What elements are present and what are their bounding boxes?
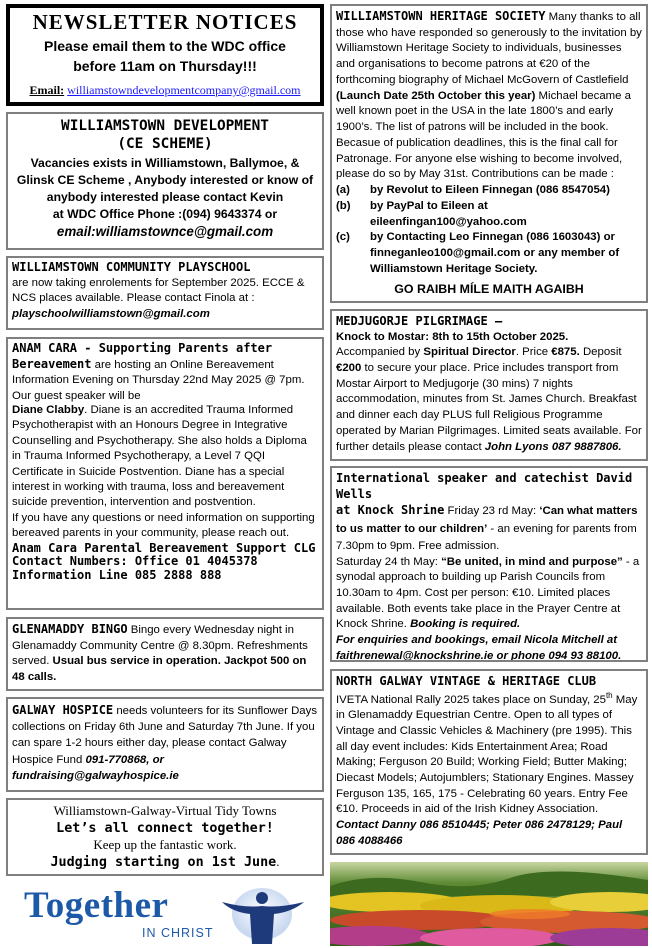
medjugorje-box <box>330 309 648 461</box>
ce-scheme-box <box>6 112 324 250</box>
playschool-title: WILLIAMSTOWN COMMUNITY PLAYSCHOOL <box>12 260 251 274</box>
heritage-body1: Many thanks to all those who have responded so generously to the invitation by Williamstown Heritage Society to individuals, businesses and organisations to become patrons at €20 of the forthcoming biography of Michael McGovern of Castlefield <box>336 11 642 86</box>
knock-body1: Friday 23 rd May: <box>444 505 540 518</box>
together-in-christ-logo <box>22 886 322 946</box>
knock-body4: - a synodal approach to building up Parish Councils from 10.30am to 4pm. Cost per person: €10. Limited places available. Both events take place in the Prayer Centre at Knock Shrine. <box>336 555 640 631</box>
ce-line4: at WDC Office Phone :(094) 9643374 or <box>52 207 278 222</box>
tidy-line3: Keep up the fantastic work. <box>93 837 237 853</box>
knock-quote1: ‘Can what matters to us matter to our children’ <box>336 505 638 535</box>
ce-line1: Vacancies exists in Williamstown, Ballymoe, & <box>30 156 300 170</box>
heritage-title: WILLIAMSTOWN HERITAGE SOCIETY <box>336 9 546 23</box>
knock-body3: Saturday 24 th May: <box>336 555 442 568</box>
bingo-box <box>6 617 324 691</box>
heritage-payment-list <box>336 183 642 277</box>
list-item: (b) by PayPal to Eileen at eileenfingan100@yahoo.com <box>336 199 527 228</box>
bingo-bold: Usual bus service in operation. Jackpot 500 on 48 calls. <box>12 655 307 683</box>
knock-quote2: “Be united, in mind and purpose” <box>441 555 623 568</box>
vintage-sup: th <box>605 690 613 700</box>
medjugorje-deposit: €200 <box>336 362 362 375</box>
newsletter-notices-box <box>6 4 324 106</box>
newsletter-line1: Please email them to the WDC office <box>44 38 286 55</box>
vintage-contact: Contact Danny 086 8510445; Peter 086 2478129; Paul 086 4088466 <box>336 819 623 847</box>
flower-garden-photo <box>330 862 648 946</box>
heritage-body2: Michael became a well known poet in the USA in the late 1800’s and early 1900’s. The list of patrons will be included in the book. Becasue of publication deadlines, this is the final call for Patronage. For anyone else wishing to become involved, please do so by May 31st. Contributions can be made : <box>336 89 631 181</box>
tidy-line2: Let’s all connect together! <box>56 820 274 836</box>
tidy-line4: Judging starting on 1st June <box>50 855 277 871</box>
anam-cara-body2: . Diane is an accredited Trauma Informed Psychotherapist with an Honours Degree in Integrative Counselling and Psychotherapy. She also holds a Diploma in Trauma Informed Psychotherapy, a Level 7 QQI Certificate in Suicide Postvention. Diane has a special interest in working with trauma, loss and bereavement suicide prevention, intervention and postvention. <box>12 404 307 509</box>
medjugorje-body3: Deposit <box>579 346 622 359</box>
knock-body2: - an evening for parents from 7.30pm to 9pm. Free admission. <box>336 522 637 553</box>
flower-garden-image <box>330 862 648 946</box>
vintage-title: NORTH GALWAY VINTAGE & HERITAGE CLUB <box>336 674 597 688</box>
knock-booking: Booking is required. <box>410 618 521 631</box>
anam-cara-contact3: Information Line 085 2888 888 <box>12 568 222 583</box>
ce-line3: anybody interested please contact Kevin <box>46 190 284 205</box>
heritage-launch: (Launch Date 25th October this year) <box>336 89 536 102</box>
ce-subtitle: (CE SCHEME) <box>117 136 213 152</box>
hospice-title: GALWAY HOSPICE <box>12 703 114 717</box>
list-item: (c) by Contacting Leo Finnegan (086 1603043) or finneganleo100@gmail.com or any member of Williamstown Heritage Society. <box>336 231 620 275</box>
playschool-email: playschoolwilliamstown@gmail.com <box>12 307 210 320</box>
anam-cara-title2: Bereavement <box>12 356 92 371</box>
newsletter-title: NEWSLETTER NOTICES <box>32 10 298 34</box>
anam-cara-contact2: Contact Numbers: Office 01 4045378 <box>12 554 258 569</box>
newsletter-line2: before 11am on Thursday!!! <box>73 58 257 75</box>
hospice-contact: 091-770868, or fundraising@galwayhospice.ie <box>12 753 179 782</box>
knock-title2: at Knock Shrine <box>336 503 445 518</box>
tidy-line1: Williamstown-Galway-Virtual Tidy Towns <box>53 803 277 818</box>
ce-line2: Glinsk CE Scheme , Anybody interested or know of <box>16 173 314 188</box>
email-label: Email: <box>29 82 65 97</box>
bingo-title: GLENAMADDY BINGO <box>12 622 128 636</box>
together-word: Together <box>24 885 169 926</box>
knock-title: International speaker and catechist David Wells <box>336 471 633 502</box>
ce-email: email:williamstownce@gmail.com <box>56 224 274 240</box>
medjugorje-director: Spiritual Director <box>423 346 516 359</box>
vintage-club-box <box>330 669 648 855</box>
anam-cara-box <box>6 337 324 610</box>
list-item: (a) by Revolut to Eileen Finnegan (086 8547054) <box>336 184 610 197</box>
playschool-box <box>6 256 324 330</box>
medjugorje-body2: . Price <box>515 346 552 359</box>
medjugorje-dates: Knock to Mostar: 8th to 15th October 2025. <box>336 330 569 343</box>
anam-cara-title: ANAM CARA - Supporting Parents after <box>12 341 273 355</box>
medjugorje-contact: John Lyons 087 9887806. <box>484 440 622 453</box>
medjugorje-body1: Accompanied by <box>336 346 424 359</box>
vintage-body2: May in Glenamaddy Equestrian Centre. Open to all types of Vintage and Classic Vehicles & Machinery (pre 1995). This all day event includes: Kids Entertainment Area; Road Making; Ferguson 20 Build; Working Field; Butter Making; Diecast Models; Autojumblers; Stationary Engines. Massey Ferguson 135, 165, 175 - Celebrating 60 years. Entry Fee €10. Proceeds in aid of the Irish Kidney Association. <box>336 693 638 816</box>
tidy-towns-box <box>6 798 324 876</box>
vintage-body1: IVETA National Rally 2025 takes place on Sunday, 25 <box>336 693 606 706</box>
anam-cara-speaker: Diane Clabby <box>12 404 85 417</box>
heritage-society-box <box>330 4 648 303</box>
anam-cara-contact1: Anam Cara Parental Bereavement Support CLG <box>12 540 316 555</box>
anam-cara-body3: If you have any questions or need information on supporting bereaved parents in your community, please reach out. <box>12 511 315 540</box>
knock-shrine-box <box>330 466 648 662</box>
playschool-body: are now taking enrolements for September 2025. ECCE & NCS places available. Please contact Finola at : <box>12 276 305 305</box>
tidy-line4-end: . <box>276 854 280 870</box>
ce-title: WILLIAMSTOWN DEVELOPMENT <box>61 118 269 134</box>
newsletter-email-link[interactable]: williamstowndevelopmentcompany@gmail.com <box>67 82 301 97</box>
heritage-closing: GO RAIBH MÍLE MAITH AGAIBH <box>394 282 584 297</box>
in-christ-word: IN CHRIST <box>142 926 214 940</box>
medjugorje-price: €875. <box>551 346 580 359</box>
anam-cara-body1: are hosting an Online Bereavement Information Evening on Thursday 22nd May 2025 @ 7pm. Our guest speaker will be <box>12 358 305 403</box>
medjugorje-title: MEDJUGORJE PILGRIMAGE — <box>336 314 503 328</box>
knock-enquiries: For enquiries and bookings, email Nicola Mitchell at faithrenewal@knockshrine.ie or phone 094 93 88100. <box>336 634 622 662</box>
hospice-body: needs volunteers for its Sunflower Days collections on Friday 6th June and Saturday 7th June. If you can spare 1-2 hours either day, please contact Galway Hospice Fund <box>12 705 318 766</box>
hospice-box <box>6 697 324 792</box>
medjugorje-body4: to secure your place. Price includes transport from Mostar Airport to Medjugorje (30 mins) 7 nights accommodation, minutes from St. James Church. Breakfast and dinner each day PLUS full Religious Programme operated by Marian Pilgrimages. Limited seats available. For further details please contact <box>336 362 642 453</box>
bingo-body: Bingo every Wednesday night in Glenamaddy Community Centre @ 8.30pm. Refreshments served. <box>12 624 308 667</box>
